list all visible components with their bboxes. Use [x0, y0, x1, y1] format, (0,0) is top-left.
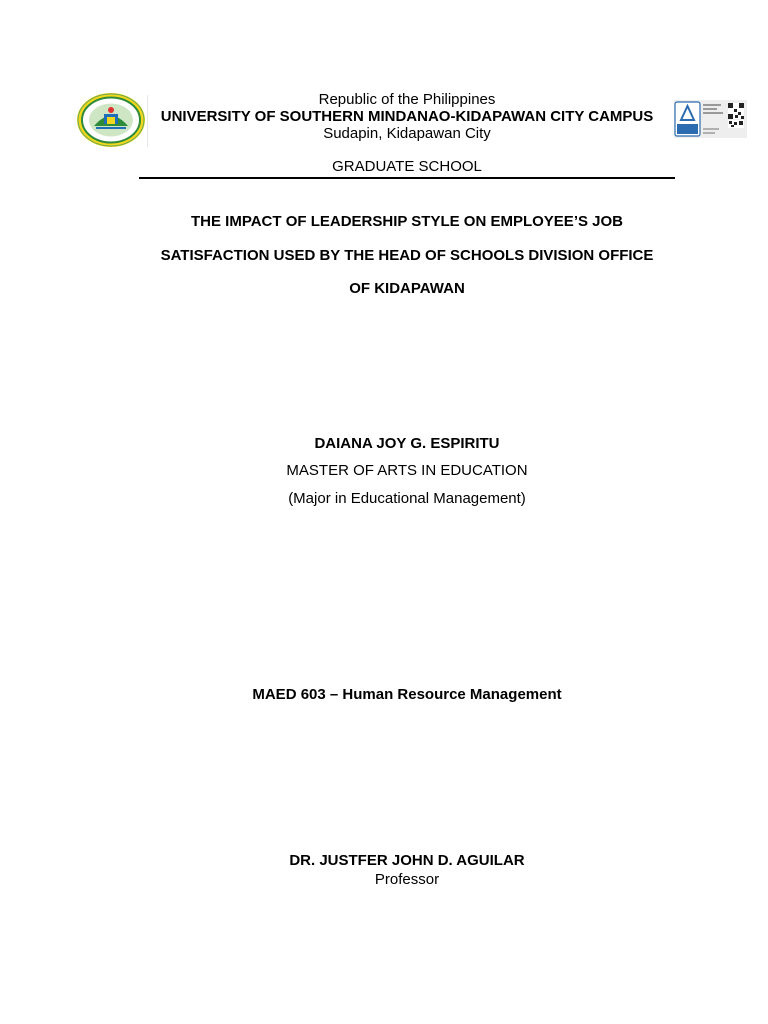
professor-name: DR. JUSTFER JOHN D. AGUILAR: [289, 852, 525, 869]
header-school: GRADUATE SCHOOL: [332, 158, 482, 175]
document-title-line-3: OF KIDAPAWAN: [349, 280, 465, 297]
author-name: DAIANA JOY G. ESPIRITU: [314, 435, 500, 452]
author-degree: MASTER OF ARTS IN EDUCATION: [286, 462, 528, 479]
header-divider: [139, 177, 675, 179]
professor-role: Professor: [374, 871, 440, 888]
document-title-line-2: SATISFACTION USED BY THE HEAD OF SCHOOLS DIVISION OFFICE: [160, 247, 654, 264]
course-name: MAED 603 – Human Resource Management: [252, 686, 562, 703]
author-major: (Major in Educational Management): [288, 490, 526, 507]
document-title-line-1: THE IMPACT OF LEADERSHIP STYLE ON EMPLOYEE’S JOB: [191, 213, 623, 230]
header-university: UNIVERSITY OF SOUTHERN MINDANAO-KIDAPAWAN CITY CAMPUS: [160, 108, 654, 125]
header-address: Sudapin, Kidapawan City: [323, 125, 491, 142]
header-country: Republic of the Philippines: [318, 91, 496, 108]
